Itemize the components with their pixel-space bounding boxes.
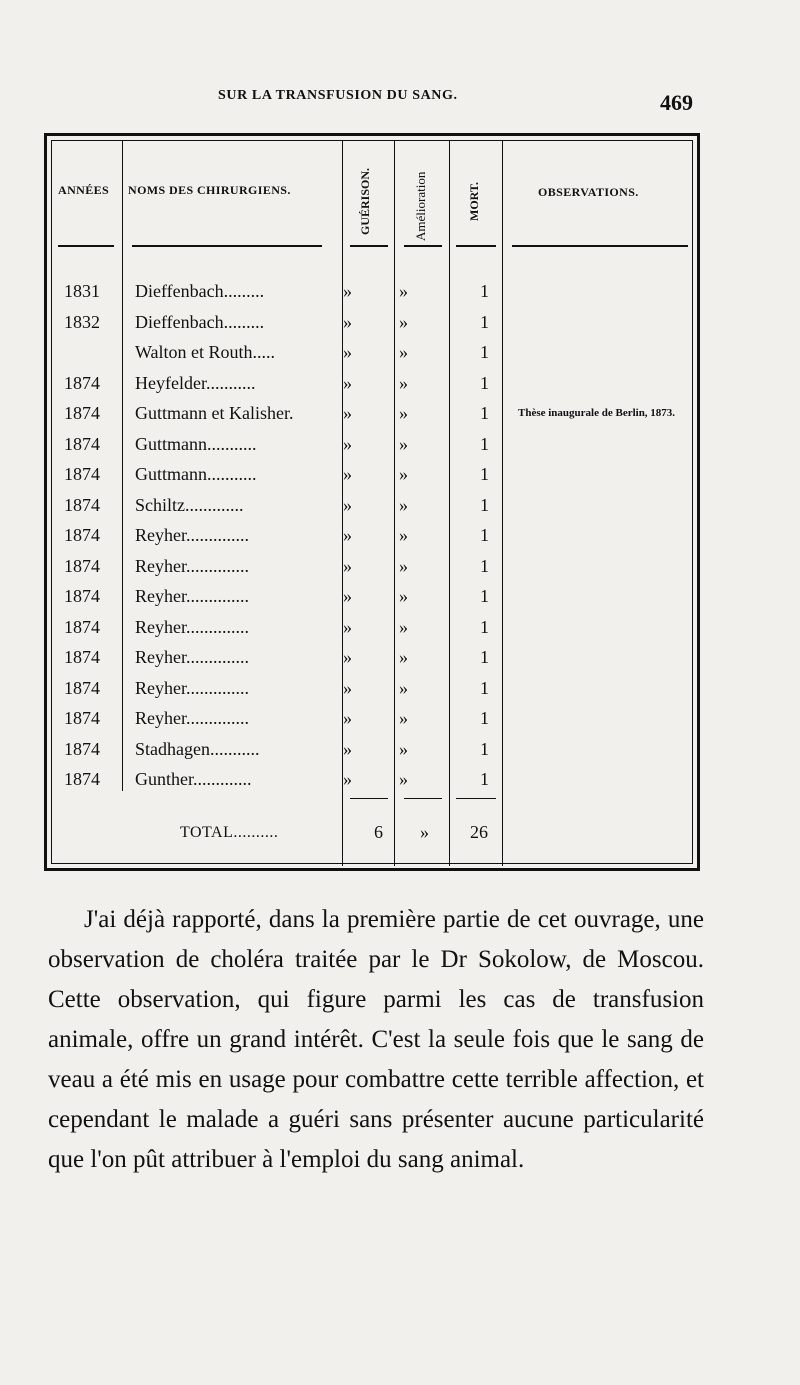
- row-surgeon: Reyher..............: [135, 616, 249, 637]
- row-mort: 1: [480, 372, 489, 393]
- row-amelioration: »: [399, 525, 408, 545]
- running-title: SUR LA TRANSFUSION DU SANG.: [218, 88, 458, 103]
- row-amelioration: »: [399, 616, 408, 637]
- row-year: 1874: [64, 769, 100, 789]
- row-amelioration: »: [399, 433, 408, 454]
- table-row: [52, 708, 692, 731]
- row-guerison: »: [343, 525, 352, 545]
- row-amelioration: »: [399, 769, 408, 789]
- row-guerison: »: [343, 586, 352, 606]
- row-guerison: »: [343, 433, 352, 454]
- header-rule: [404, 245, 442, 247]
- row-mort: 1: [480, 464, 489, 484]
- row-surgeon: Reyher..............: [135, 708, 249, 728]
- row-year: 1874: [64, 647, 100, 667]
- row-surgeon: Reyher..............: [135, 677, 249, 698]
- row-amelioration: »: [399, 494, 408, 515]
- row-year: 1874: [64, 372, 100, 393]
- header-observations: OBSERVATIONS.: [538, 185, 639, 199]
- total-label: TOTAL..........: [180, 824, 279, 841]
- row-amelioration: »: [399, 647, 408, 667]
- row-mort: 1: [480, 769, 489, 789]
- row-guerison: »: [343, 281, 352, 301]
- body-text: [48, 900, 704, 1180]
- table-inner: [51, 140, 693, 864]
- row-mort: 1: [480, 433, 489, 454]
- row-guerison: »: [343, 677, 352, 698]
- total-rule: [404, 798, 442, 799]
- row-year: 1874: [64, 403, 100, 423]
- row-mort: 1: [480, 281, 489, 301]
- row-guerison: »: [343, 494, 352, 515]
- row-guerison: »: [343, 464, 352, 484]
- table-row: [52, 769, 692, 792]
- row-surgeon: Schiltz.............: [135, 494, 244, 515]
- row-year: 1874: [64, 738, 100, 759]
- row-mort: 1: [480, 616, 489, 637]
- table-row: [52, 678, 692, 701]
- row-surgeon: Gunther.............: [135, 769, 252, 789]
- table-row: [52, 739, 692, 762]
- table-row: [52, 464, 692, 487]
- row-amelioration: »: [399, 342, 408, 362]
- header-years: ANNÉES: [58, 183, 110, 197]
- row-amelioration: »: [399, 464, 408, 484]
- row-surgeon: Reyher..............: [135, 555, 249, 576]
- row-amelioration: »: [399, 708, 408, 728]
- header-rule: [350, 245, 388, 247]
- row-year: 1832: [64, 311, 100, 332]
- row-mort: 1: [480, 403, 489, 423]
- row-guerison: »: [343, 372, 352, 393]
- total-rule: [350, 798, 388, 799]
- row-guerison: »: [343, 555, 352, 576]
- table-row: [52, 281, 692, 304]
- row-year: 1874: [64, 616, 100, 637]
- row-year: 1874: [64, 433, 100, 454]
- row-amelioration: »: [399, 403, 408, 423]
- row-surgeon: Heyfelder...........: [135, 372, 256, 393]
- row-year: 1874: [64, 555, 100, 576]
- row-mort: 1: [480, 342, 489, 362]
- header-amelioration: Amélioration: [413, 171, 428, 241]
- header-rule: [456, 245, 496, 247]
- row-year: 1831: [64, 281, 100, 301]
- table-row: [52, 617, 692, 640]
- header-guerison: GUÉRISON.: [358, 167, 372, 235]
- table-row: [52, 647, 692, 670]
- row-mort: 1: [480, 677, 489, 698]
- row-mort: 1: [480, 586, 489, 606]
- header-mort: MORT.: [467, 181, 481, 221]
- row-mort: 1: [480, 708, 489, 728]
- row-guerison: »: [343, 311, 352, 332]
- row-amelioration: »: [399, 281, 408, 301]
- row-mort: 1: [480, 647, 489, 667]
- row-year: 1874: [64, 586, 100, 606]
- total-guerison: 6: [374, 822, 383, 842]
- table-row: [52, 556, 692, 579]
- row-mort: 1: [480, 525, 489, 545]
- row-amelioration: »: [399, 311, 408, 332]
- header-rule: [512, 245, 688, 247]
- row-year: 1874: [64, 494, 100, 515]
- total-rule: [456, 798, 496, 799]
- table-row: [52, 586, 692, 609]
- row-mort: 1: [480, 555, 489, 576]
- row-amelioration: »: [399, 677, 408, 698]
- header-rule: [58, 245, 114, 247]
- row-year: 1874: [64, 708, 100, 728]
- row-year: 1874: [64, 464, 100, 484]
- table-row: [52, 495, 692, 518]
- table-row: [52, 312, 692, 335]
- table-row: [52, 403, 692, 426]
- total-mort: 26: [470, 822, 488, 842]
- total-amelioration: »: [420, 822, 429, 842]
- header-rule: [132, 245, 322, 247]
- row-observation: Thèse inaugurale de Berlin, 1873.: [518, 407, 676, 419]
- row-guerison: »: [343, 616, 352, 637]
- row-guerison: »: [343, 342, 352, 362]
- row-guerison: »: [343, 738, 352, 759]
- row-surgeon: Reyher..............: [135, 586, 249, 606]
- row-mort: 1: [480, 311, 489, 332]
- table-row: [52, 525, 692, 548]
- row-year: 1874: [64, 677, 100, 698]
- row-surgeon: Guttmann et Kalisher.: [135, 403, 294, 423]
- table-row: [52, 373, 692, 396]
- row-amelioration: »: [399, 555, 408, 576]
- table-row: [52, 434, 692, 457]
- row-guerison: »: [343, 647, 352, 667]
- row-surgeon: Guttmann...........: [135, 464, 257, 484]
- row-surgeon: Reyher..............: [135, 525, 249, 545]
- row-mort: 1: [480, 738, 489, 759]
- row-guerison: »: [343, 769, 352, 789]
- header-surgeons: NOMS DES CHIRURGIENS.: [128, 183, 291, 197]
- row-surgeon: Reyher..............: [135, 647, 249, 667]
- row-year: 1874: [64, 525, 100, 545]
- row-surgeon: Dieffenbach.........: [135, 311, 265, 332]
- body-paragraph: J'ai déjà rapporté, dans la première partie de cet ouvrage, une observation de choléra traitée par le Dr Sokolow, de Moscou. Cette observation, qui figure parmi les cas de transfusion animale, offre un grand intérêt. C'est la seule fois que le sang de veau a été mis en usage pour combattre cette terrible affection, et cependant le malade a guéri sans présenter aucune particularité que l'on pût attribuer à l'emploi du sang animal.: [48, 906, 704, 1173]
- surgeon-table: [44, 133, 700, 871]
- row-surgeon: Stadhagen...........: [135, 738, 260, 759]
- row-amelioration: »: [399, 372, 408, 393]
- row-surgeon: Dieffenbach.........: [135, 281, 265, 301]
- row-guerison: »: [343, 403, 352, 423]
- row-surgeon: Guttmann...........: [135, 433, 257, 454]
- row-mort: 1: [480, 494, 489, 515]
- row-amelioration: »: [399, 586, 408, 606]
- table-row: [52, 342, 692, 365]
- row-amelioration: »: [399, 738, 408, 759]
- page-number: 469: [660, 90, 693, 115]
- row-surgeon: Walton et Routh.....: [135, 342, 276, 362]
- row-guerison: »: [343, 708, 352, 728]
